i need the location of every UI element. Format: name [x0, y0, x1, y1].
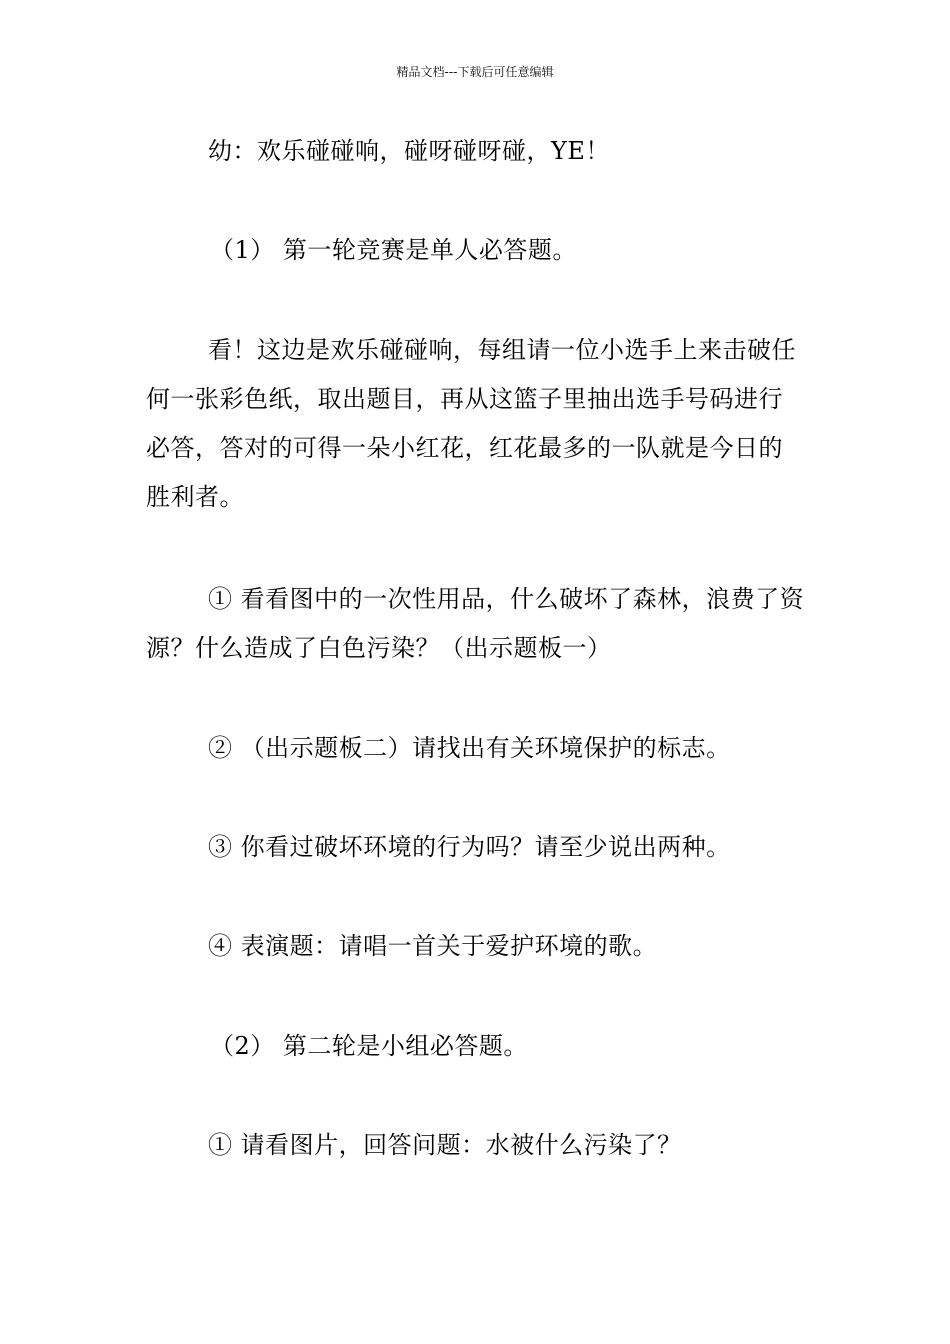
- paragraph-round-two-title: （2） 第二轮是小组必答题。: [210, 1032, 528, 1060]
- paragraph-round-two-question-1: ① 请看图片，回答问题：水被什么污染了？: [208, 1131, 682, 1159]
- paragraph-round-one-rules: 看！这边是欢乐碰碰响，每组请一位小选手上来击破任何一张彩色纸，取出题目，再从这篮子里抽出选手号码进行必答，答对的可得一朵小红花，红花最多的一队就是今日的胜利者。: [146, 336, 796, 511]
- paragraph-cheer: 幼：欢乐碰碰响，碰呀碰呀碰，YE！: [208, 137, 610, 165]
- page-header: 精品文档---下载后可任意编辑: [396, 65, 554, 79]
- paragraph-question-3: ③ 你看过破坏环境的行为吗？请至少说出两种。: [208, 833, 731, 861]
- paragraph-round-one-title: （1） 第一轮竞赛是单人必答题。: [210, 236, 577, 264]
- paragraph-question-1: ① 看看图中的一次性用品，什么破坏了森林，浪费了资源？什么造成了白色污染？（出示题板一）: [146, 585, 805, 662]
- paragraph-question-4: ④ 表演题：请唱一首关于爱护环境的歌。: [208, 932, 658, 960]
- paragraph-question-2: ② （出示题板二）请找出有关环境保护的标志。: [208, 734, 731, 762]
